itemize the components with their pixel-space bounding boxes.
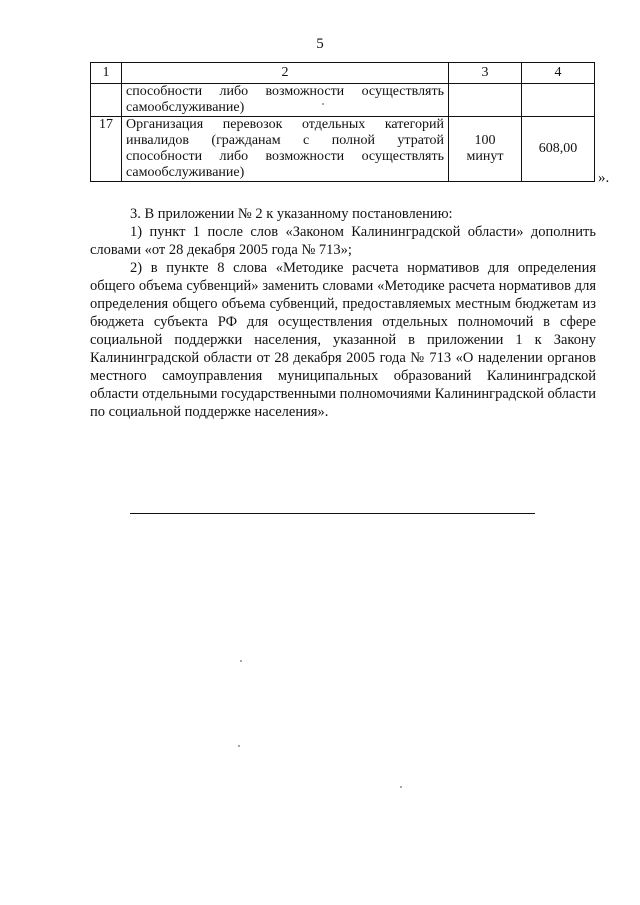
row-price-cell: [522, 84, 595, 117]
document-body: [90, 205, 596, 421]
row-number-cell: 17: [91, 117, 122, 182]
row-description-cell: способности либо возможности осуществлять самообслуживание): [122, 84, 449, 117]
scan-speck: [240, 660, 242, 662]
tariff-table: [90, 62, 595, 182]
header-cell-3: 3: [449, 63, 522, 84]
row-number-cell: [91, 84, 122, 117]
scan-speck: [322, 103, 324, 105]
header-cell-4: 4: [522, 63, 595, 84]
row-unit-cell: [449, 117, 522, 182]
table-header-row: [91, 63, 595, 84]
paragraph-3: 3. В приложении № 2 к указанному постановлению:: [130, 206, 453, 222]
page-number: 5: [316, 36, 324, 52]
table-row-continued: [91, 84, 595, 117]
horizontal-rule: [130, 513, 535, 514]
unit-label: минут: [466, 149, 504, 164]
paragraph-3-2: 2) в пункте 8 слова «Методике расчета нормативов для определения общего объема субвенций» заменить словами «Методике расчета нормативов для определения общего объема субвенций, предоставляемых местным бюджетам из бюджета субъекта РФ для осуществления отдельных полномочий в сфере социальной поддержки населения, указанной в приложении 1 к Закону Калининградской области от 28 декабря 2005 года № 713 «О наделении органов местного самоуправления муниципальных образований Калининградской области отдельными государственными полномочиями Калининградской области по социальной поддержке населения».: [90, 260, 596, 420]
closing-quote-mark: ».: [598, 170, 610, 186]
unit-value: 100: [474, 133, 496, 148]
scan-speck: [400, 786, 402, 788]
scan-speck: [238, 745, 240, 747]
row-price-cell: 608,00: [522, 117, 595, 182]
header-cell-1: 1: [91, 63, 122, 84]
header-cell-2: 2: [122, 63, 449, 84]
row-description-cell: Организация перевозок отдельных категорий инвалидов (гражданам с полной утратой способности либо возможности осуществлять самообслуживание): [122, 117, 449, 182]
table-row-17: [91, 117, 595, 182]
paragraph-3-1: 1) пункт 1 после слов «Законом Калининградской области» дополнить словами «от 28 декабря 2005 года № 713»;: [90, 224, 596, 258]
row-unit-cell: [449, 84, 522, 117]
